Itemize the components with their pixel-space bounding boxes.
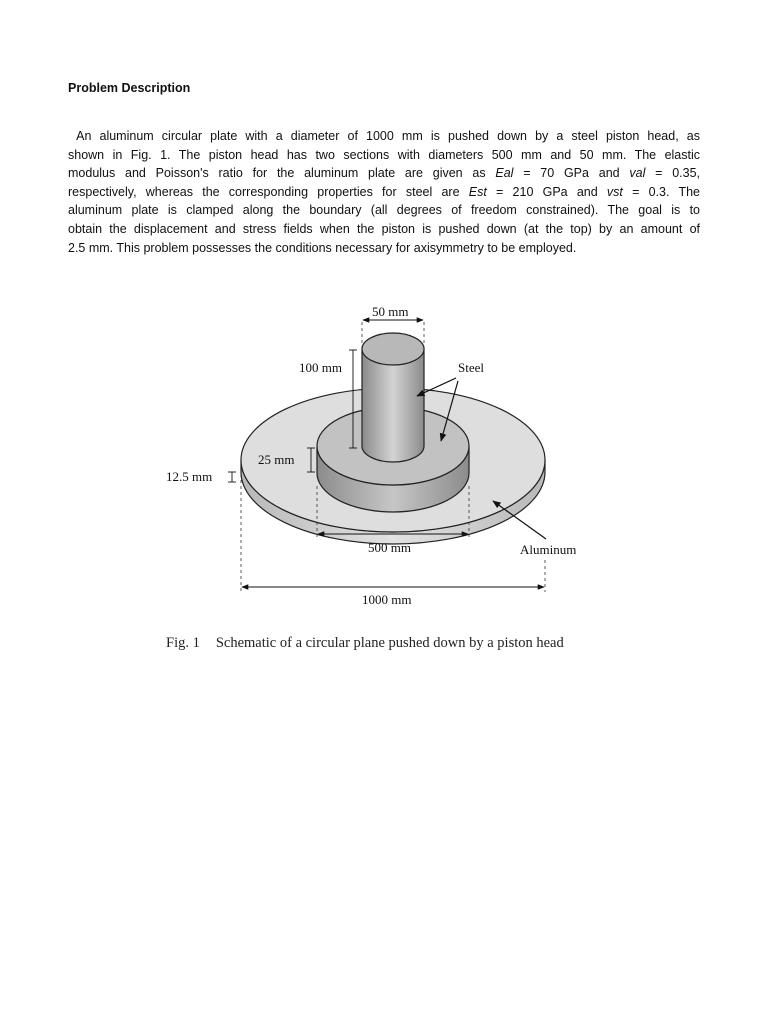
val-symbol: val bbox=[629, 166, 646, 181]
label-aluminum: Aluminum bbox=[520, 542, 577, 557]
vst-symbol: vst bbox=[606, 184, 623, 199]
dimension-12-5mm bbox=[166, 469, 236, 484]
para-line-4: respectively, whereas the corresponding properties for steel are Est = 210 GPa and vst = 0.3. The bbox=[68, 184, 701, 199]
figure-number: Fig. 1 bbox=[166, 635, 200, 651]
figure-caption-text: Schematic of a circular plane pushed down by a piston head bbox=[215, 635, 564, 651]
steel-piston bbox=[362, 333, 424, 462]
eal-symbol: Eal bbox=[495, 166, 514, 181]
para-line-1: An aluminum circular plate with a diameter of 1000 mm is pushed down by a steel piston head, as bbox=[76, 129, 700, 143]
est-symbol: Est bbox=[468, 184, 487, 199]
para-line-6: obtain the displacement and stress fields when the piston is pushed down (at the top) by an amount of bbox=[68, 221, 700, 236]
para-line-3: modulus and Poisson's ratio for the aluminum plate are given as Eal = 70 GPa and val = 0.35, bbox=[68, 166, 700, 181]
label-steel: Steel bbox=[458, 360, 484, 375]
problem-heading: Problem Description bbox=[68, 81, 191, 95]
label-25mm: 25 mm bbox=[258, 452, 295, 467]
label-12-5mm: 12.5 mm bbox=[166, 469, 213, 484]
figure-caption bbox=[166, 635, 564, 652]
label-100mm: 100 mm bbox=[299, 360, 342, 375]
label-1000mm: 1000 mm bbox=[362, 592, 412, 607]
para-line-2: shown in Fig. 1. The piston head has two sections with diameters 500 mm and 50 mm. The elastic bbox=[68, 147, 700, 162]
label-50mm: 50 mm bbox=[372, 304, 409, 319]
label-500mm: 500 mm bbox=[368, 540, 411, 555]
para-line-5: aluminum plate is clamped along the boundary (all degrees of freedom constrained). The goal is to bbox=[68, 203, 700, 218]
aluminum-callout bbox=[493, 501, 576, 557]
para-line-7: 2.5 mm. This problem possesses the conditions necessary for axisymmetry to be employed. bbox=[68, 240, 577, 255]
